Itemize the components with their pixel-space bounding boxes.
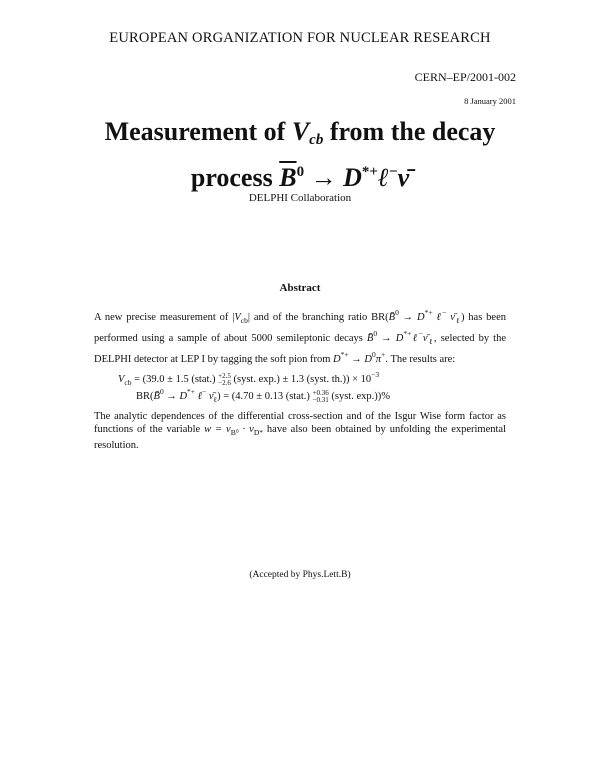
symbol: → D (398, 312, 425, 323)
symbol: → D (377, 333, 404, 344)
subscript: ℓ (454, 316, 461, 325)
subscript: B⁰ (230, 428, 239, 437)
symbol: B̄ (366, 333, 374, 344)
superscript: 0 (373, 329, 378, 338)
superscript: *+ (340, 350, 349, 359)
symbol: w = v (204, 424, 231, 435)
text: . The results are: (385, 354, 456, 365)
text: The analytic dependences of the differential cross-section and of the Isgur Wise form factor as functions of the variable (94, 411, 506, 435)
symbol: D (333, 354, 341, 365)
superscript: − (442, 308, 447, 317)
subscript: cb (124, 378, 132, 387)
title-subscript: cb (309, 132, 324, 148)
organization-header: EUROPEAN ORGANIZATION FOR NUCLEAR RESEARCH (109, 30, 491, 46)
title-symbol-nu: ν̄ (397, 163, 410, 192)
superscript: −3 (371, 370, 380, 379)
title-superscript: 0 (296, 164, 305, 180)
title-symbol-v: V (291, 117, 310, 146)
superscript: *+ (187, 387, 196, 396)
text: (syst. exp.) ± 1.3 (syst. th.)) × 10 (230, 374, 372, 385)
text: (syst. exp.))% (328, 391, 390, 402)
abstract-paragraph-2 (94, 410, 506, 452)
title-line-2 (0, 156, 600, 194)
symbol: → D (163, 391, 188, 402)
superscript: *+ (424, 308, 433, 317)
error-down: −2.6 (218, 378, 231, 387)
title-text: process (190, 163, 280, 192)
asymmetric-error (313, 390, 329, 404)
title-superscript: − (389, 164, 398, 180)
accepted-note: (Accepted by Phys.Lett.B) (249, 570, 351, 580)
superscript: + (380, 350, 386, 359)
error-up: +0.36 (312, 388, 329, 397)
subscript: ℓ (427, 337, 434, 346)
title-text: from the decay (323, 117, 496, 146)
text: have also been obtained by unfolding the experimental resolution. (94, 424, 506, 451)
paper-title (0, 116, 600, 194)
title-text: Measurement of (104, 117, 292, 146)
error-down: −0.31 (312, 395, 329, 404)
superscript: − (202, 387, 207, 396)
superscript: 0 (371, 350, 376, 359)
text: | and of the branching ratio BR( (247, 312, 389, 323)
superscript: − (418, 329, 423, 338)
symbol: π (375, 354, 381, 365)
symbol: ν̄ (422, 333, 428, 344)
text: ) = (4.70 ± 0.13 (stat.) (217, 391, 313, 402)
title-symbol-d: D (343, 163, 362, 192)
equation-branching-ratio (136, 385, 390, 406)
text: , selected by the DELPHI detector at LEP I by tagging the soft pion from (94, 333, 507, 365)
text: ) has been performed using a sample of about 5000 semileptonic decays (94, 312, 506, 344)
symbol: ν̄ (206, 391, 214, 402)
symbol: B̄ (388, 312, 396, 323)
symbol: ν̄ (446, 312, 455, 323)
symbol: ℓ (411, 333, 419, 344)
report-number: CERN–EP/2001-002 (414, 70, 516, 84)
title-symbol-l: ℓ (377, 163, 390, 192)
title-superscript: *+ (361, 164, 378, 180)
text: BR( (136, 391, 154, 402)
subscript: ℓ (213, 395, 218, 404)
subscript: cb (240, 316, 248, 325)
title-line-1 (0, 116, 600, 156)
symbol: V (118, 374, 125, 385)
text: A new precise measurement of | (94, 312, 235, 323)
abstract-heading: Abstract (279, 282, 321, 294)
superscript: *+ (403, 329, 412, 338)
subscript: D* (253, 428, 264, 437)
title-symbol-b: $\overline{B}$ (279, 163, 297, 192)
superscript: 0 (395, 308, 399, 317)
symbol: → D (348, 354, 372, 365)
symbol: · v (238, 424, 254, 435)
symbol: B̄ (153, 391, 160, 402)
report-date: 8 January 2001 (464, 96, 516, 106)
symbol: ℓ (432, 312, 443, 323)
superscript: 0 (159, 387, 164, 396)
symbol: ℓ (195, 391, 203, 402)
symbol: V (234, 312, 241, 323)
title-arrow: → (304, 163, 344, 192)
collaboration: DELPHI Collaboration (248, 192, 352, 204)
abstract-paragraph-1 (94, 306, 506, 366)
error-up: +2.5 (218, 371, 231, 380)
text: = (39.0 ± 1.5 (stat.) (131, 374, 219, 385)
